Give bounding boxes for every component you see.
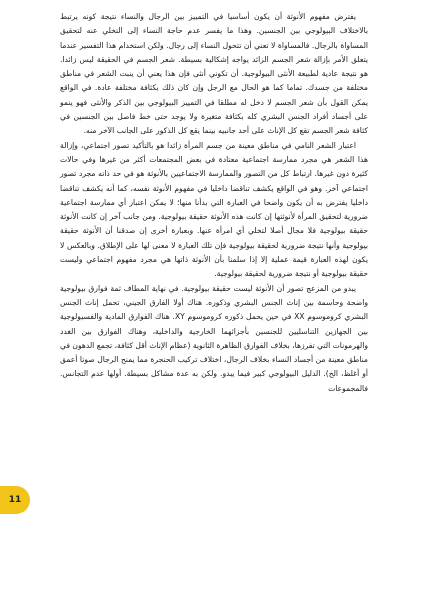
paragraph-2: اعتبار الشعر النامي في مناطق معينة من جسم المرأة زائدا هو بالتأكيد تصور اجتماعي، وإزالة هذا الشعر هي مجرد ممارسة اجتماعية معتادة في بعض المجتمعات أكثر من غيرها وفي حالات كثيرة دون غيرها. ارتباط كل من التصور والممارسة الاجتماعيين بالأنوثة هو في حد ذاته مجرد تصور اجتماعي آخر. وهو في الواقع يكشف تناقضا داخليا في مفهوم الأنوثة نفسه، كما أنه يكشف تناقضا داخليا يفترض به أن يكون واضحا في العبارة التي بدأنا منها؛ لا يمكن اعتبار أي ممارسة اجتماعية ضرورية لتحقيق المرأة لأنوثتها إن كانت هذه الأنوثة حقيقة بيولوجية. ومن جانب آخر إن كانت الأنوثة حقيقة بيولوجية فلا مجال أصلا لتخلي أي امرأة عنها. وبعبارة أخرى إن صدقنا أن الأنوثة حقيقة بيولوجية وأنها نتيجة ضرورية لحقيقة بيولوجية فإن تلك العبارة لا معنى لها على الإطلاق. وبالعكس لا يكون لهذه العبارة قيمة عملية إلا إذا سلمنا بأن الأنوثة ذاتها هي مجرد مفهوم اجتماعي وليست حقيقة بيولوجية أو نتيجة ضرورية لحقيقة بيولوجية. xyxy=(60,140,368,279)
paragraph-1: يفترض مفهوم الأنوثة أن يكون أساسيا في التمييز بين الرجال والنساء نتيجة كونه يرتبط بالاختلاف البيولوجي بين الجنسين. وهذا ما يفسر عدم حاجة النساء إلى التخلي عنه لتحقيق المساواة بالرجال. فالمساواة لا تعني أن تتحول النساء إلى رجال. ولكن استخدام هذا التفسير عندما يتعلق الأمر بإزالة شعر الجسم الزائد يواجه إشكالية بسيطة. شعر الجسم في الحقيقة ليس زائدا. هو نتيجة عادية لطبيعة الأنثى البيولوجية. أن تكوني أنثى فإن هذا يعني أن ينبت الشعر في مناطق مختلفة من جسدك. تماما كما هو الحال مع الرجل وإن كان ذلك بكثافة مختلفة عادة. في الواقع يمكن القول بأن شعر الجسم لا دخل له مطلقا في التمييز البيولوجي بين الذكر والأنثى فهو ينمو على أجساد أفراد الجنس البشري كله بكثافة متغيرة ولا يوجد حتى خط فاصل بين الجنسين في كثافة شعر الجسم تقع كل الإناث على أحد جانبيه بينما يقع كل الذكور على الجانب الآخر منه. xyxy=(60,12,368,136)
paragraph-3: يبدو من المزعج تصور أن الأنوثة ليست حقيقة بيولوجية. في نهاية المطاف ثمة فوارق بيولوجية واضحة وحاسمة بين إناث الجنس البشري وذكوره. هناك أولا الفارق الجيني، تحمل إناث الجنس البشري كروموسوم XX في حين يحمل ذكوره كروموسوم XY. هناك الفوارق المادية والفسيولوجية بين الجهازين التناسليين للجنسين بأجزائهما الخارجية والداخلية، وهناك الفوارق بين الغدد والهرمونات التي تفرزها، بخلاف الفوارق الظاهرة الثانوية (عظام الإناث أقل كثافة، تجمع الدهون في مناطق معينة من أجساد النساء بخلاف الرجال، اختلاف تركيب الحنجرة مما يمنح الرجال صوتا أعمق أو أغلظ، الخ). الدليل البيولوجي كبير فيما يبدو. ولكن به عدة مشاكل بسيطة. أولها عدم التجانس. فالمجموعات xyxy=(60,283,368,393)
body-text xyxy=(60,10,368,396)
page-number-badge xyxy=(0,486,30,514)
page-number: 11 xyxy=(8,495,22,505)
